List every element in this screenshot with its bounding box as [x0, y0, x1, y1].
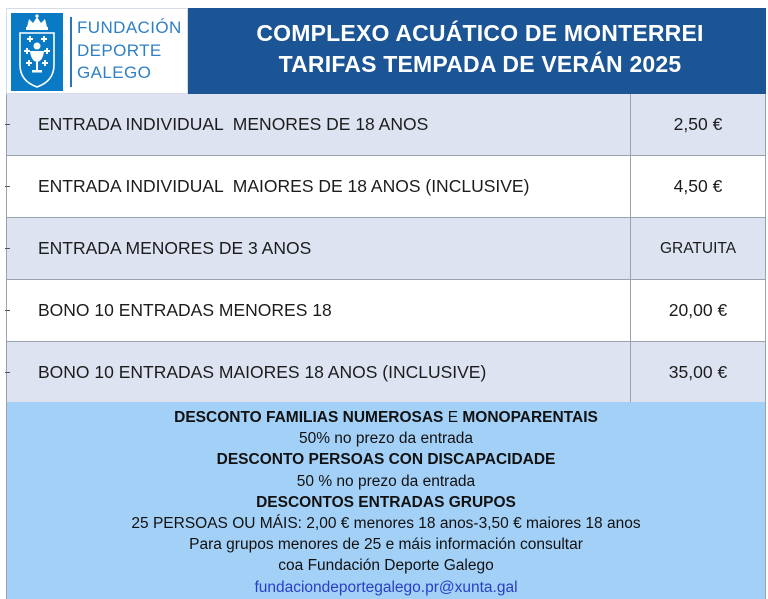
- groups-discount-text: 25 PERSOAS OU MÁIS: 2,00 € menores 18 anos-3,50 € maiores 18 anos: [131, 515, 641, 533]
- disability-discount-text: 50 % no prezo da entrada: [296, 472, 476, 490]
- header-banner: [6, 8, 766, 94]
- galicia-coat-of-arms-icon: [11, 13, 63, 91]
- tariff-label: ENTRADA MENORES DE 3 ANOS: [7, 218, 631, 279]
- groups-discount-title: DESCONTOS ENTRADAS GRUPOS: [256, 493, 516, 511]
- groups-info-line-2: coa Fundación Deporte Galego: [278, 557, 494, 575]
- row-bullet: [5, 124, 10, 125]
- tariff-label: BONO 10 ENTRADAS MAIORES 18 ANOS (INCLUSIVE): [7, 342, 631, 403]
- disability-discount-title: DESCONTO PERSOAS CON DISCAPACIDADE: [216, 451, 556, 469]
- tariff-price: 2,50 €: [673, 114, 723, 134]
- families-discount-text: 50% no prezo da entrada: [298, 430, 474, 448]
- contact-email-link[interactable]: fundaciondeportegalego.pr@xunta.gal: [254, 578, 518, 596]
- families-title-c: MONOPARENTAIS: [462, 409, 598, 426]
- row-bullet: [5, 310, 10, 311]
- title-line-1: COMPLEXO ACUÁTICO DE MONTERREI: [256, 20, 704, 46]
- tariff-price: GRATUITA: [659, 239, 737, 257]
- logo-wordmark: [77, 17, 189, 85]
- logo-divider: [70, 17, 72, 87]
- tariff-price: 35,00 €: [668, 362, 728, 382]
- row-bullet: [5, 248, 10, 249]
- groups-info-line-1: Para grupos menores de 25 e máis información consultar: [189, 536, 583, 554]
- tariff-table: [6, 94, 766, 404]
- tariff-label: ENTRADA INDIVIDUAL MENORES DE 18 ANOS: [7, 94, 631, 155]
- tariff-price: 20,00 €: [668, 300, 728, 320]
- discounts-panel: [6, 402, 766, 599]
- table-row: [7, 156, 765, 218]
- logo-line-3: GALEGO: [77, 63, 152, 82]
- logo: [6, 8, 188, 94]
- row-bullet: [5, 186, 10, 187]
- page-title: [194, 18, 766, 80]
- families-discount-title: [7, 407, 765, 428]
- table-row: [7, 280, 765, 342]
- logo-line-1: FUNDACIÓN: [77, 18, 182, 37]
- tariff-price: 4,50 €: [673, 176, 723, 196]
- title-line-2: TARIFAS TEMPADA DE VERÁN 2025: [278, 51, 682, 77]
- table-row: [7, 342, 765, 404]
- table-row: [7, 94, 765, 156]
- tariff-label: BONO 10 ENTRADAS MENORES 18: [7, 280, 631, 341]
- table-row: [7, 218, 765, 280]
- row-bullet: [5, 372, 10, 373]
- tariff-label: ENTRADA INDIVIDUAL MAIORES DE 18 ANOS (INCLUSIVE): [7, 156, 631, 217]
- families-title-b: E: [443, 409, 463, 426]
- logo-line-2: DEPORTE: [77, 40, 162, 60]
- families-title-a: DESCONTO FAMILIAS NUMEROSAS: [174, 409, 444, 426]
